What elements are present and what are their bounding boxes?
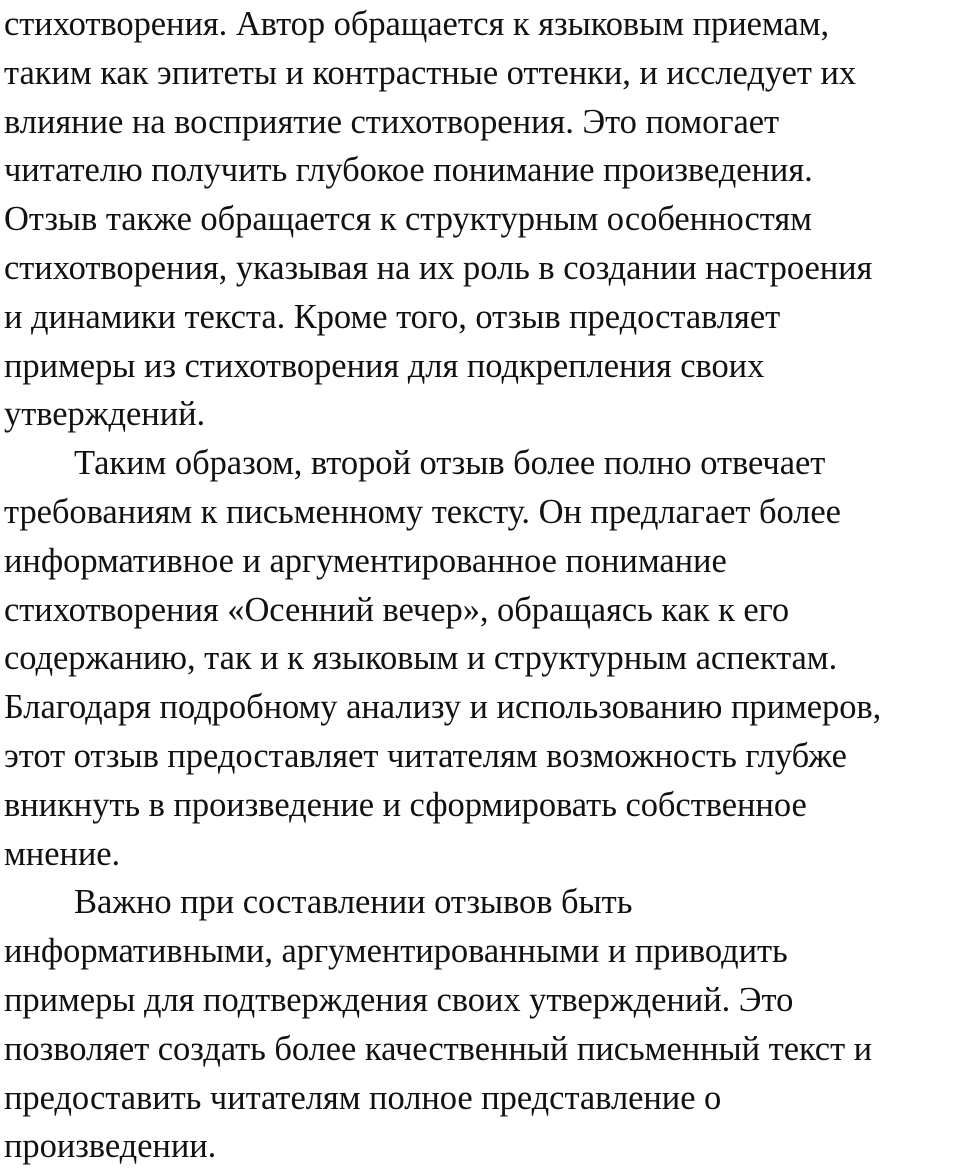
paragraph-2 [4, 439, 960, 878]
text-line: этот отзыв предоставляет читателям возможность глубже [4, 736, 847, 775]
text-line-indented: Важно при составлении отзывов быть [74, 883, 633, 922]
text-line: требованиям к письменному тексту. Он предлагает более [4, 492, 841, 531]
paragraph-3 [4, 878, 960, 1171]
text-line: позволяет создать более качественный письменный текст и [4, 1029, 873, 1068]
text-line: влияние на восприятие стихотворения. Это помогает [4, 102, 780, 141]
text-line: содержанию, так и к языковым и структурным аспектам. [4, 639, 838, 678]
paragraph-1 [4, 0, 960, 439]
text-line: информативными, аргументированными и приводить [4, 932, 788, 971]
text-line: примеры для подтверждения своих утверждений. Это [4, 980, 794, 1019]
text-line: примеры из стихотворения для подкрепления своих [4, 346, 765, 385]
text-line: вникнуть в произведение и сформировать собственное [4, 785, 807, 824]
text-line: утверждений. [4, 395, 206, 434]
text-line: стихотворения. Автор обращается к языковым приемам, [4, 5, 830, 43]
text-line: мнение. [4, 834, 121, 873]
text-line: произведении. [4, 1127, 217, 1166]
text-line: Отзыв также обращается к структурным особенностям [4, 200, 812, 239]
text-line: и динамики текста. Кроме того, отзыв предоставляет [4, 297, 781, 336]
text-line: стихотворения «Осенний вечер», обращаясь как к его [4, 590, 790, 629]
text-line: таким как эпитеты и контрастные оттенки, и исследует их [4, 53, 857, 92]
text-line: стихотворения, указывая на их роль в создании настроения [4, 248, 873, 287]
text-line: предоставить читателям полное представление о [4, 1078, 722, 1117]
text-line-indented: Таким образом, второй отзыв более полно отвечает [74, 444, 826, 483]
text-line: читателю получить глубокое понимание произведения. [4, 151, 813, 190]
text-line: Благодаря подробному анализу и использованию примеров, [4, 688, 882, 727]
text-line: информативное и аргументированное понимание [4, 541, 727, 580]
